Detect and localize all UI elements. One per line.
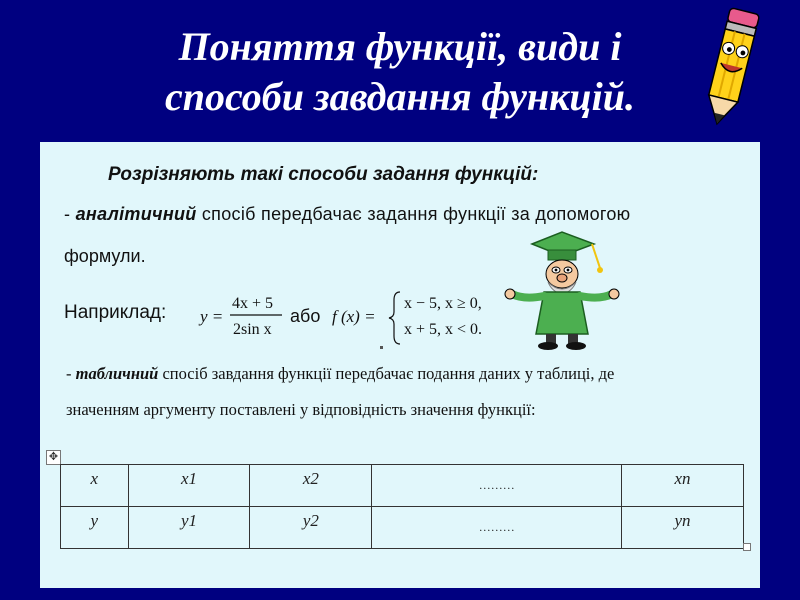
tabular-line-2: значенням аргументу поставлені у відповідність значення функції:: [66, 400, 536, 419]
tabular-rest: спосіб завдання функції передбачає подання даних у таблиці, де: [158, 364, 615, 383]
methods-heading: Розрізняють такі способи задання функцій:: [108, 164, 539, 185]
example-label: Наприклад:: [64, 302, 167, 323]
analytic-line-2: формули.: [64, 246, 146, 266]
analytic-line-1: [64, 204, 630, 225]
table-cell: y2: [250, 507, 372, 549]
function-table: [60, 464, 744, 549]
table-row: [61, 465, 744, 507]
pencil-mascot-icon: [698, 2, 768, 134]
formula-case-1: x − 5, x ≥ 0,: [404, 295, 482, 312]
table-cell: y1: [128, 507, 250, 549]
analytic-term: аналітичний: [75, 204, 197, 224]
analytic-dash: -: [64, 204, 76, 224]
tabular-dash: -: [66, 364, 76, 383]
title-line-2: способи завдання функцій.: [165, 74, 635, 119]
tabular-line-1: [66, 364, 614, 384]
table-cell: x: [61, 465, 129, 507]
example-formula: [196, 286, 496, 346]
formula-case-2: x + 5, x < 0.: [404, 321, 483, 338]
table-cell: xn: [622, 465, 744, 507]
formula-y-lhs: y =: [200, 307, 224, 326]
table-resize-handle[interactable]: [743, 543, 751, 551]
content-panel: [40, 142, 760, 588]
formula-numerator: 4x + 5: [232, 295, 274, 312]
table-cell: y: [61, 507, 129, 549]
table-move-handle-icon[interactable]: ✥: [46, 450, 61, 465]
table-row: [61, 507, 744, 549]
table-cell: x2: [250, 465, 372, 507]
slide-title: [60, 22, 740, 122]
stray-dot: [380, 346, 383, 349]
formula-brace: [389, 292, 400, 344]
tabular-term: табличний: [75, 364, 159, 383]
table-cell: ………: [372, 507, 622, 549]
analytic-rest: спосіб передбачає задання функції за допомогою: [196, 204, 631, 224]
formula-or: або: [290, 306, 321, 326]
table-cell: ………: [372, 465, 622, 507]
formula-denominator: 2sin x: [233, 321, 272, 338]
table-cell: yn: [622, 507, 744, 549]
table-cell: x1: [128, 465, 250, 507]
title-line-1: Поняття функції, види і: [178, 24, 622, 69]
formula-f-lhs: f (x) =: [332, 307, 376, 326]
graduate-professor-icon: [502, 230, 622, 352]
